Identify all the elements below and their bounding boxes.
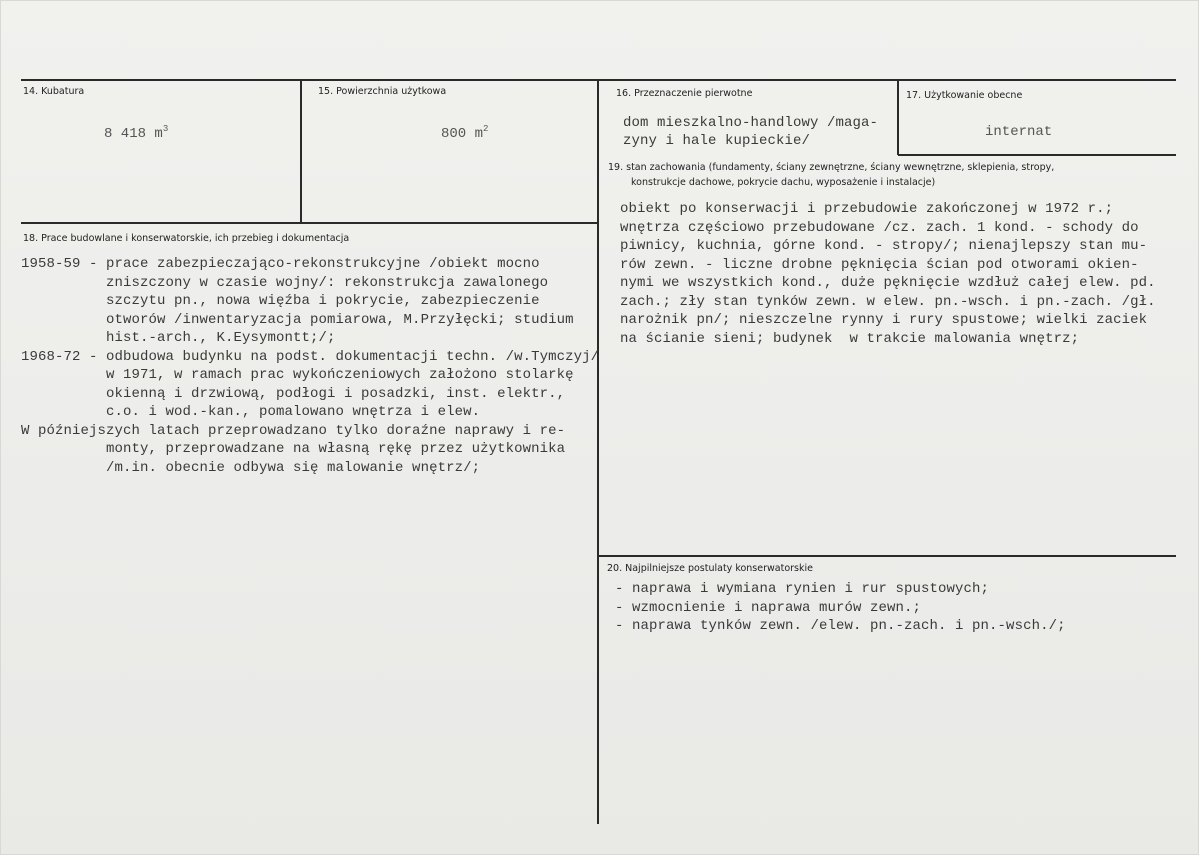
field-18-line-9: c.o. i wod.-kan., pomalowano wnętrza i elew.	[21, 404, 481, 420]
field-19-line-8: na ścianie sieni; budynek w trakcie malowania wnętrz;	[620, 330, 1080, 347]
field-14-label: 14. Kubatura	[23, 86, 85, 97]
field-17-value: internat	[985, 124, 1053, 140]
field-20-line-3: - naprawa tynków zewn. /elew. pn.-zach. i pn.-wsch./;	[615, 618, 1066, 634]
field-15-label: 15. Powierzchnia użytkowa	[318, 86, 447, 97]
field-18-line-5: hist.-arch., K.Eysymontt;/;	[21, 330, 336, 346]
field-19-line-3: piwnicy, kuchnia, górne kond. - stropy/; nienajlepszy stan mu-	[620, 238, 1148, 254]
field-15-value: 800 $m^2$	[441, 124, 489, 142]
rule-mid-left	[21, 222, 598, 224]
field-20-line-1: - naprawa i wymiana rynien i rur spustowych;	[615, 581, 990, 597]
field-16-label: 16. Przeznaczenie pierwotne	[616, 88, 753, 99]
field-19-label-line-1: 19. stan zachowania (fundamenty, ściany zewnętrzne, ściany wewnętrzne, sklepienia, stropy,	[608, 162, 1055, 173]
field-18-line-4: otworów /inwentaryzacja pomiarowa, M.Przyłęcki; studium	[21, 311, 574, 328]
field-19-line-5: nymi we wszystkich kond., duże pęknięcie wzdłuż całej elew. pd.	[620, 275, 1156, 291]
field-18-line-8: okienną i drzwiową, podłogi i posadzki, inst. elektr.,	[21, 385, 566, 402]
rule-f17-bottom	[898, 154, 1176, 156]
field-19-line-1: obiekt po konserwacji i przebudowie zakończonej w 1972 r.;	[620, 201, 1114, 217]
field-19-line-6: zach.; zły stan tynków zewn. w elew. pn.-wsch. i pn.-zach. /gł.	[620, 293, 1156, 310]
field-18-line-7: w 1971, w ramach prac wykończeniowych założono stolarkę	[21, 367, 574, 383]
field-14-value: 8 418 $m^3$	[104, 124, 169, 142]
rule-v-f16	[897, 79, 899, 155]
field-18-line-10: W późniejszych latach przeprowadzano tylko doraźne naprawy i re-	[21, 422, 566, 439]
rule-v-center	[597, 79, 599, 824]
field-20-label: 20. Najpilniejsze postulaty konserwatorskie	[607, 563, 813, 574]
field-20-line-2: - wzmocnienie i naprawa murów zewn.;	[615, 599, 922, 616]
field-16-value-line-2: zyny i hale kupieckie/	[623, 133, 811, 149]
field-18-line-12: /m.in. obecnie odbywa się malowanie wnętrz/;	[21, 459, 481, 476]
rule-f20-top	[598, 555, 1176, 557]
field-16-value-line-1: dom mieszkalno-handlowy /maga-	[623, 115, 879, 131]
field-19-label-line-2: konstrukcje dachowe, pokrycie dachu, wyposażenie i instalacje)	[631, 177, 936, 188]
field-18-line-6: 1968-72 - odbudowa budynku na podst. dokumentacji techn. /w.Tymczyj/	[21, 348, 600, 365]
field-18-line-1: 1958-59 - prace zabezpieczająco-rekonstrukcyjne /obiekt mocno	[21, 256, 540, 272]
field-19-line-4: rów zewn. - liczne drobne pęknięcia ścian pod otworami okien-	[620, 256, 1139, 273]
field-18-label: 18. Prace budowlane i konserwatorskie, ich przebieg i dokumentacja	[23, 233, 350, 244]
field-18-line-3: szczytu pn., nowa więźba i pokrycie, zabezpieczenie	[21, 293, 540, 309]
rule-v-f14	[300, 79, 302, 223]
field-19-line-2: wnętrza częściowo przebudowane /cz. zach. 1 kond. - schody do	[620, 219, 1139, 236]
field-19-line-7: narożnik pn/; nieszczelne rynny i rury spustowe; wielki zaciek	[620, 312, 1148, 328]
field-18-line-2: zniszczony w czasie wojny/: rekonstrukcja zawalonego	[21, 274, 549, 291]
field-18-line-11: monty, przeprowadzane na własną rękę przez użytkownika	[21, 441, 566, 457]
field-17-label: 17. Użytkowanie obecne	[906, 90, 1023, 101]
